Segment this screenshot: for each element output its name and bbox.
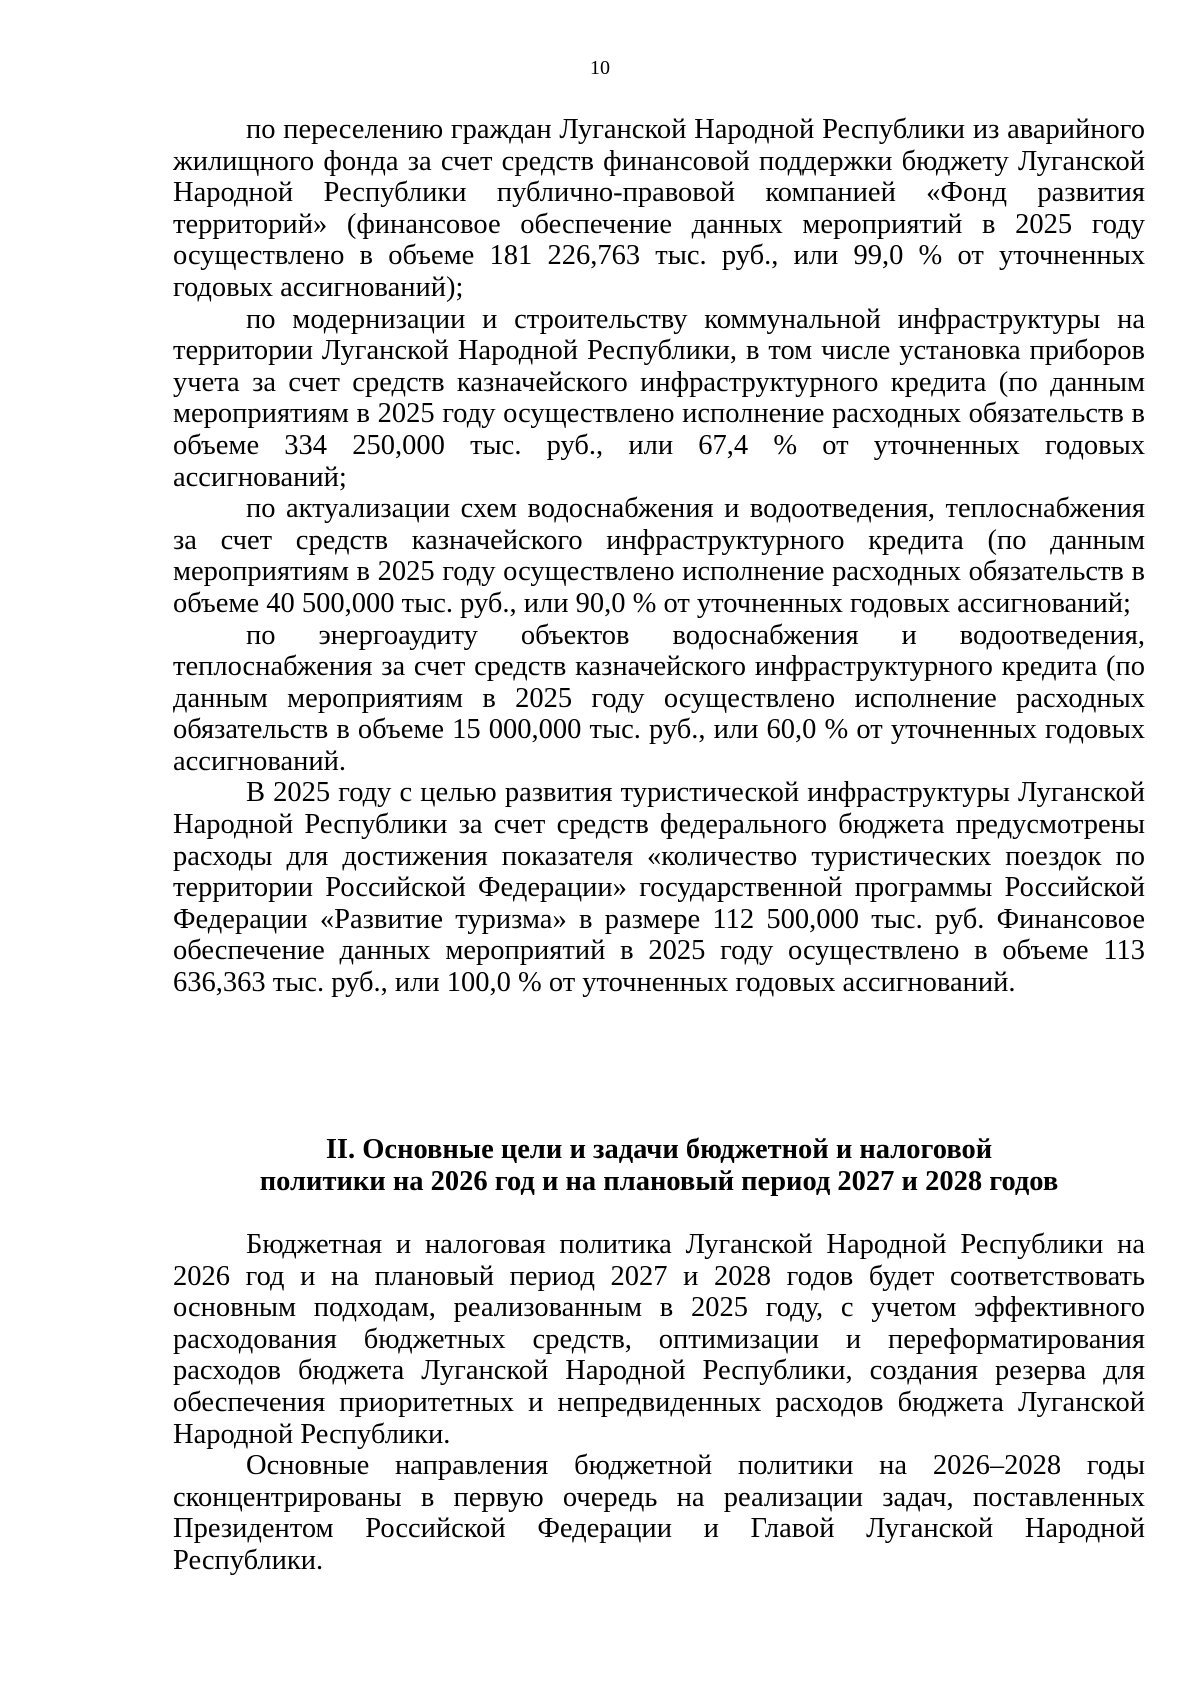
paragraph-utility-infrastructure: по модернизации и строительству коммунальной инфраструктуры на территории Луганской Народной Республики, в том числе установка приборов учета за счет средств казначейского инфраструктурного кредита (по данным мероприятиям в 2025 году осуществлено исполнение расходных обязательств в объеме 334 250,000 тыс. руб., или 67,4 % от уточненных годовых ассигнований; — [173, 303, 1145, 493]
section-heading-line-1: II. Основные цели и задачи бюджетной и налоговой — [325, 1134, 993, 1165]
paragraph-water-schemes: по актуализации схем водоснабжения и водоотведения, теплоснабжения за счет средств казначейского инфраструктурного кредита (по данным мероприятиям в 2025 году осуществлено исполнение расходных обязательств в объеме 40 500,000 тыс. руб., или 90,0 % от уточненных годовых ассигнований; — [173, 493, 1145, 619]
paragraph-energy-audit: по энергоаудиту объектов водоснабжения и водоотведения, теплоснабжения за счет средств казначейского инфраструктурного кредита (по данным мероприятиям в 2025 году осуществлено исполнение расходных обязательств в объеме 15 000,000 тыс. руб., или 60,0 % от уточненных годовых ассигнований. — [173, 619, 1145, 777]
page-number: 10 — [590, 57, 610, 79]
paragraph-main-directions: Основные направления бюджетной политики на 2026–2028 годы сконцентрированы в первую очередь на реализации задач, поставленных Президентом Российской Федерации и Главой Луганской Народной Республики. — [173, 1450, 1145, 1576]
paragraph-tourism: В 2025 году с целью развития туристической инфраструктуры Луганской Народной Республики за счет средств федерального бюджета предусмотрены расходы для достижения показателя «количество туристических поездок по территории Российской Федерации» государственной программы Российской Федерации «Развитие туризма» в размере 112 500,000 тыс. руб. Финансовое обеспечение данных мероприятий в 2025 году осуществлено в объеме 113 636,363 тыс. руб., или 100,0 % от уточненных годовых ассигнований. — [173, 777, 1145, 999]
section-heading — [173, 1134, 1145, 1198]
section-heading-line-2: политики на 2026 год и на плановый период 2027 и 2028 годов — [259, 1166, 1059, 1197]
body-text-bottom — [173, 1229, 1145, 1577]
paragraph-budget-policy: Бюджетная и налоговая политика Луганской Народной Республики на 2026 год и на плановый период 2027 и 2028 годов будет соответствовать основным подходам, реализованным в 2025 году, с учетом эффективного расходования бюджетных средств, оптимизации и переформатирования расходов бюджета Луганской Народной Республики, создания резерва для обеспечения приоритетных и непредвиденных расходов бюджета Луганской Народной Республики. — [173, 1229, 1145, 1450]
paragraph-resettlement: по переселению граждан Луганской Народной Республики из аварийного жилищного фонда за счет средств финансовой поддержки бюджету Луганской Народной Республики публично-правовой компанией «Фонд развития территорий» (финансовое обеспечение данных мероприятий в 2025 году осуществлено в объеме 181 226,763 тыс. руб., или 99,0 % от уточненных годовых ассигнований); — [173, 114, 1145, 303]
body-text-top — [173, 114, 1145, 999]
